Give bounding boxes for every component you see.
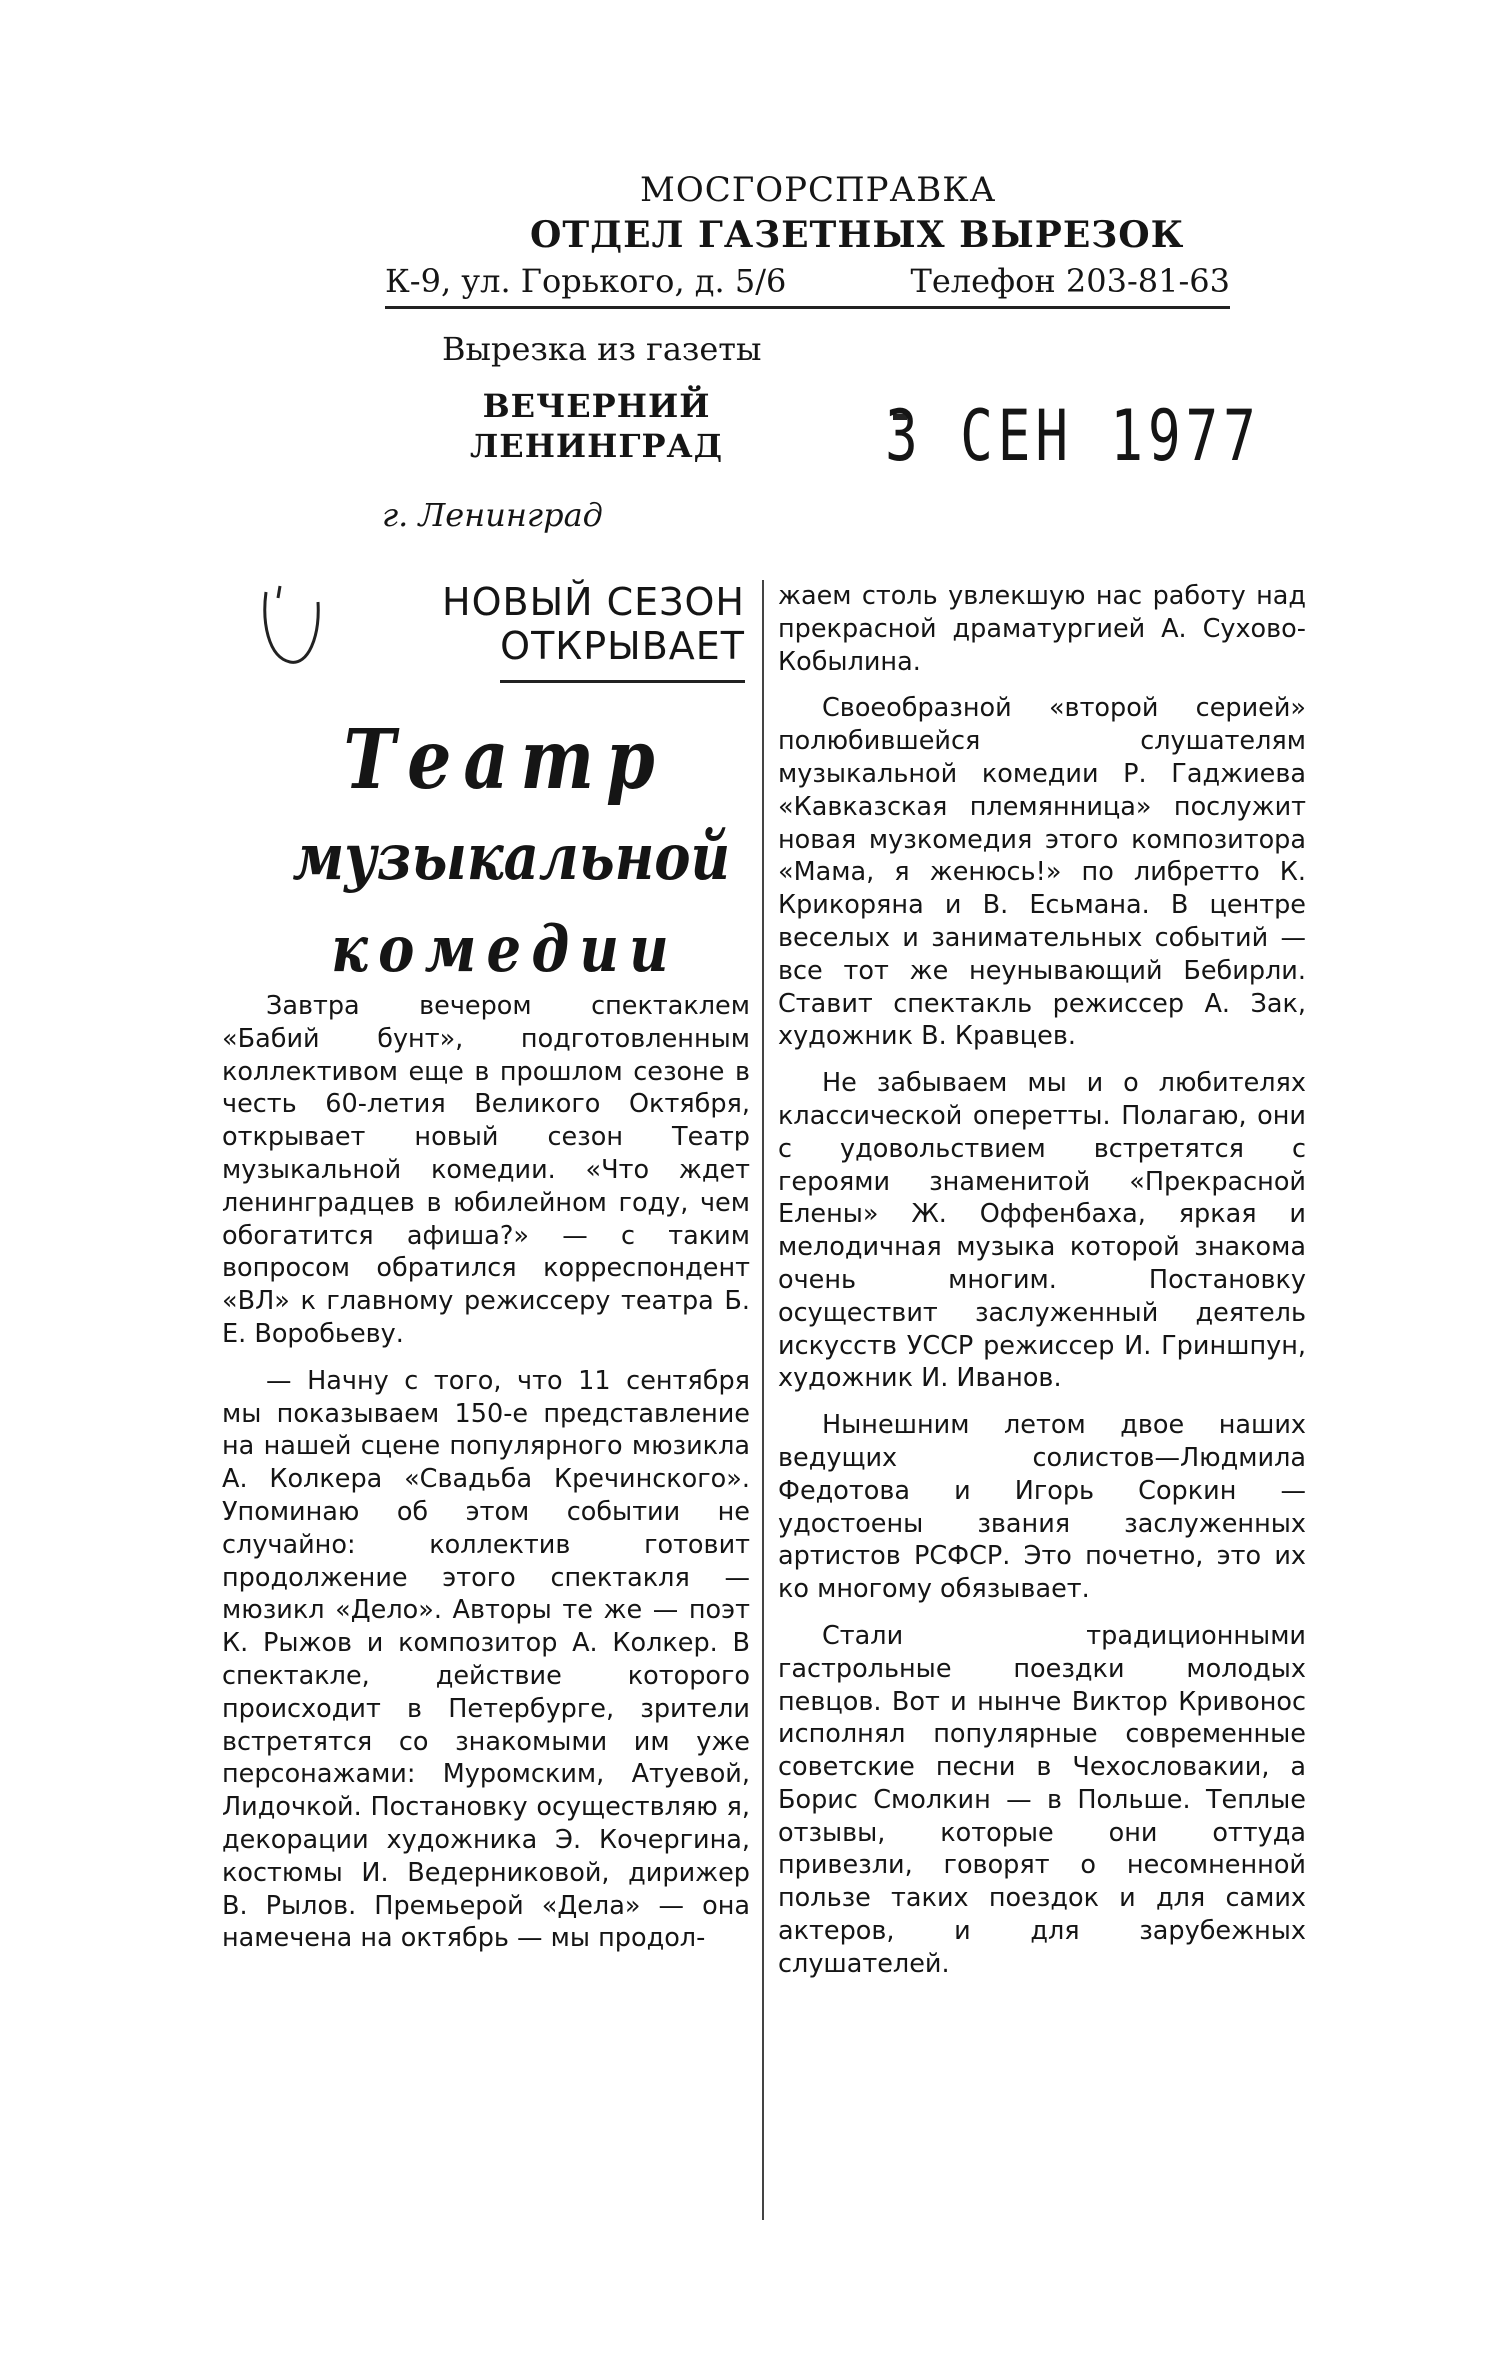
rubric-underline [500, 680, 745, 683]
rubric-line1: НОВЫЙ СЕЗОН [442, 580, 745, 624]
handwritten-mark-icon [258, 582, 328, 672]
article-paragraph: Нынешним летом двое наших ведущих солистов—Людмила Федотова и Игорь Соркин — удостоены звания заслуженных артистов РСФСР. Это почетно, это их ко многому обязывает. [778, 1410, 1306, 1605]
stamp-divider [385, 306, 1230, 309]
stamp-phone: Телефон 203-81-63 [910, 262, 1230, 300]
article-paragraph: Не забываем мы и о любителях классической оперетты. Полагаю, они с удовольствием встретятся с героями знаменитой «Прекрасной Елены» Ж. Оффенбаха, яркая и мелодичная музыка которой знакома очень многим. Постановку осуществит заслуженный деятель искусств УССР режиссер И. Гриншпун, художник И. Иванов. [778, 1068, 1306, 1394]
newspaper-name [470, 386, 723, 466]
article-column-right [778, 580, 1306, 1995]
article-title-line1: Театр [343, 712, 667, 808]
rubric-line2: ОТКРЫВАЕТ [500, 624, 745, 668]
column-divider [762, 580, 764, 2220]
stamp-address-line [385, 262, 1230, 300]
newspaper-name-line1: ВЕЧЕРНИЙ [482, 387, 711, 425]
article-title-line2: музыкальной [292, 820, 731, 895]
article-paragraph: Завтра вечером спектаклем «Бабий бунт», подготовленным коллективом еще в прошлом сезоне в честь 60-летия Великого Октября, открывает новый сезон Театр музыкальной комедии. «Что ждет ленинградцев в юбилейном году, чем обогатится афиша?» — с таким вопросом обратился корреспондент «ВЛ» к главному режиссеру театра Б. Е. Воробьеву. [222, 991, 750, 1349]
date-stamp: 3 СЕН 1977 [885, 395, 1261, 477]
article-column-left [222, 990, 750, 1969]
article-paragraph-continuation: жаем столь увлекшую нас работу над прекрасной драматургией А. Сухово-Кобылина. [778, 581, 1306, 677]
article-paragraph: — Начну с того, что 11 сентября мы показываем 150-е представление на нашей сцене популярного мюзикла А. Колкера «Свадьба Кречинского». Упоминаю об этом событии не случайно: коллектив готовит продолжение этого спектакля — мюзикл «Дело». Авторы те же — поэт К. Рыжов и композитор А. Колкер. В спектакле, действие которого происходит в Петербурге, зрители встретятся со знакомыми им уже персонажами: Муромским, Атуевой, Лидочкой. Постановку осуществляю я, декорации художника Э. Кочергина, костюмы И. Ведерниковой, дирижер В. Рылов. Премьерой «Дела» — она намечена на октябрь — мы продол- [222, 1365, 750, 1954]
newspaper-city: г. Ленинград [382, 496, 603, 534]
stamp-address: К-9, ул. Горького, д. 5/6 [385, 262, 787, 300]
stamp-department: ОТДЕЛ ГАЗЕТНЫХ ВЫРЕЗОК [530, 214, 1185, 256]
article-paragraph: Своеобразной «второй серией» полюбившейся слушателям музыкальной комедии Р. Гаджиева «Кавказская племянница» послужит новая музкомедия этого композитора «Мама, я женюсь!» по либретто К. Крикоряна и В. Есьмана. В центре веселых и занимательных событий — все тот же неунывающий Бебирли. Ставит спектакль режиссер А. Зак, художник В. Кравцев. [778, 693, 1306, 1052]
article-title-line3: комедии [331, 912, 679, 987]
article-rubric [430, 580, 745, 668]
cutting-label: Вырезка из газеты [442, 330, 762, 368]
newspaper-name-line2: ЛЕНИНГРАД [470, 427, 724, 465]
stamp-organization: МОСГОРСПРАВКА [640, 170, 997, 210]
article-paragraph: Стали традиционными гастрольные поездки молодых певцов. Вот и нынче Виктор Кривонос исполнял популярные современные советские песни в Чехословакии, а Борис Смолкин — в Польше. Теплые отзывы, которые они оттуда привезли, говорят о несомненной пользе таких поездок и для самих актеров, и для зарубежных слушателей. [778, 1620, 1306, 1979]
